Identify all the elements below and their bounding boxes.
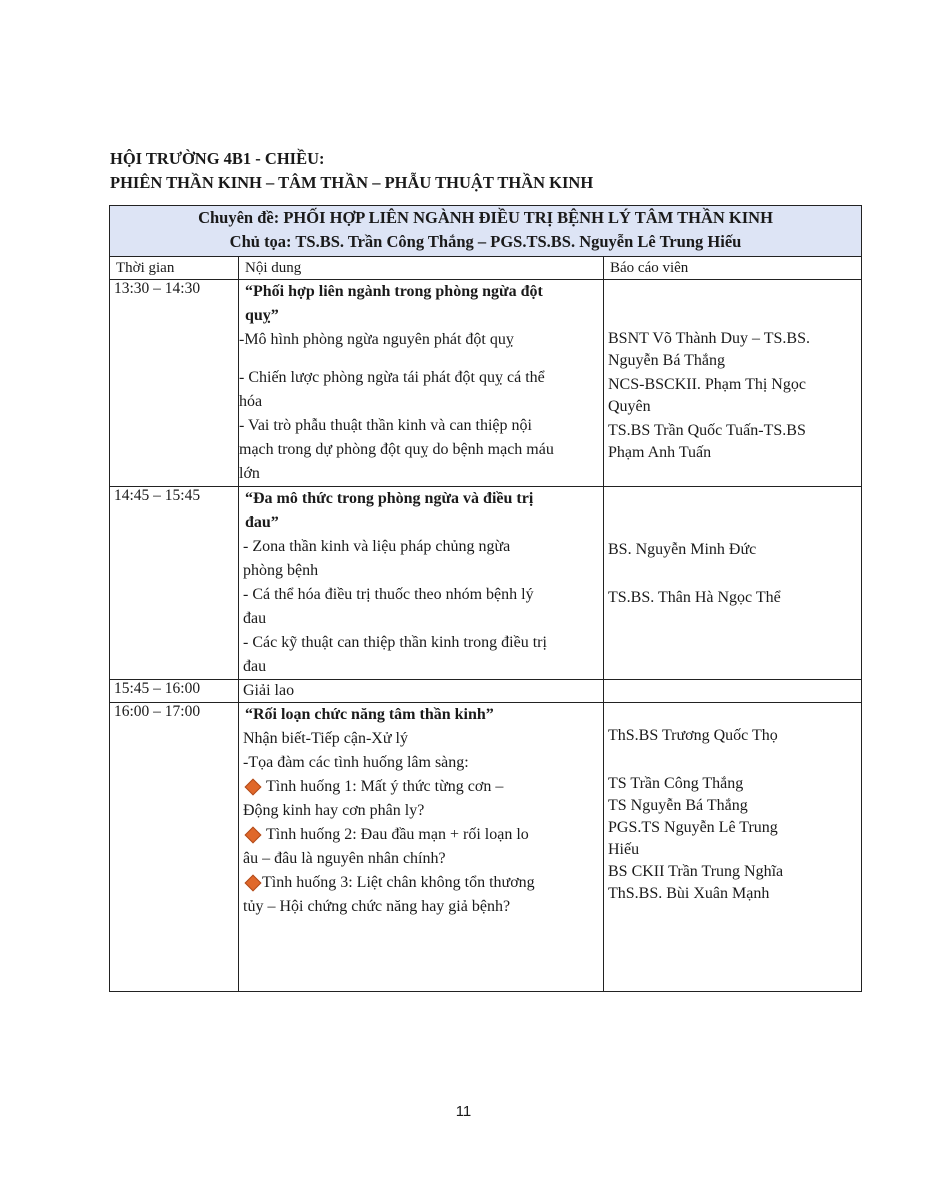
- speaker-cell: [604, 487, 862, 680]
- talk-title-cont: quỵ”: [245, 307, 279, 324]
- table-row: [110, 280, 862, 487]
- content-item-cont: phòng bệnh: [243, 562, 319, 579]
- speaker-cell: [604, 680, 862, 703]
- schedule-table: [109, 205, 862, 992]
- speaker-name: PGS.TS Nguyễn Lê Trung: [608, 819, 778, 836]
- diamond-bullet-icon: [245, 778, 262, 795]
- speaker-name: TS Trần Công Thắng: [608, 775, 744, 792]
- content-item-cont: mạch trong dự phòng đột quỵ do bệnh mạch máu: [239, 441, 554, 458]
- topic-title: Chuyên đề: PHỐI HỢP LIÊN NGÀNH ĐIỀU TRỊ BỆNH LÝ TÂM THẦN KINH: [198, 208, 773, 227]
- case-item: Tình huống 2: Đau đầu mạn + rối loạn lo: [266, 826, 529, 843]
- content-cell: [239, 703, 604, 992]
- speaker-name-cont: Phạm Anh Tuấn: [608, 444, 712, 461]
- content-item: - Zona thần kinh và liệu pháp chủng ngừa: [243, 538, 511, 555]
- time-cell: 13:30 – 14:30: [110, 280, 239, 487]
- col-header-speaker: Báo cáo viên: [604, 257, 862, 280]
- case-item-cont: âu – đâu là nguyên nhân chính?: [243, 850, 446, 867]
- content-item: -Tọa đàm các tình huống lâm sàng:: [243, 754, 469, 771]
- time-cell: 14:45 – 15:45: [110, 487, 239, 680]
- speaker-name: TS Nguyễn Bá Thắng: [608, 797, 748, 814]
- topic-row: [110, 206, 862, 257]
- table-row: [110, 703, 862, 992]
- speaker-name: TS.BS Trần Quốc Tuấn-TS.BS: [608, 422, 806, 439]
- content-item: - Vai trò phẫu thuật thần kinh và can thiệp nội: [239, 417, 532, 434]
- chair-line: Chủ tọa: TS.BS. Trần Công Thắng – PGS.TS.BS. Nguyễn Lê Trung Hiếu: [229, 232, 742, 251]
- column-header-row: [110, 257, 862, 280]
- content-subtitle: Nhận biết-Tiếp cận-Xử lý: [243, 730, 408, 747]
- content-item: - Các kỹ thuật can thiệp thần kinh trong điều trị: [243, 634, 547, 651]
- case-item: Tình huống 3: Liệt chân không tổn thương: [262, 874, 535, 891]
- speaker-name: NCS-BSCKII. Phạm Thị Ngọc: [608, 376, 806, 393]
- hall-title: HỘI TRƯỜNG 4B1 - CHIỀU:: [110, 149, 325, 168]
- speaker-name-cont: Hiếu: [608, 841, 640, 858]
- case-item-cont: tủy – Hội chứng chức năng hay giả bệnh?: [243, 898, 511, 915]
- content-item: -Mô hình phòng ngừa nguyên phát đột quỵ: [239, 331, 514, 348]
- talk-title: “Rối loạn chức năng tâm thần kinh”: [245, 706, 494, 723]
- time-cell: 16:00 – 17:00: [110, 703, 239, 992]
- speaker-cell: [604, 280, 862, 487]
- content-item: - Chiến lược phòng ngừa tái phát đột quỵ cá thể: [239, 369, 545, 386]
- speaker-name: BSNT Võ Thành Duy – TS.BS.: [608, 330, 810, 347]
- table-row: [110, 680, 862, 703]
- session-title: PHIÊN THẦN KINH – TÂM THẦN – PHẪU THUẬT THẦN KINH: [110, 173, 594, 192]
- case-item: Tình huống 1: Mất ý thức từng cơn –: [266, 778, 504, 795]
- case-item-cont: Động kinh hay cơn phân ly?: [243, 802, 425, 819]
- content-item-cont: đau: [243, 658, 267, 675]
- table-row: [110, 487, 862, 680]
- speaker-name-cont: Quyên: [608, 398, 651, 415]
- session-heading: [110, 147, 593, 195]
- speaker-name: BS. Nguyễn Minh Đức: [608, 541, 757, 558]
- diamond-bullet-icon: [245, 826, 262, 843]
- content-item: - Cá thể hóa điều trị thuốc theo nhóm bệnh lý: [243, 586, 534, 603]
- content-cell: Giải lao: [239, 680, 604, 703]
- speaker-name: ThS.BS Trương Quốc Thọ: [608, 727, 778, 744]
- speaker-name: ThS.BS. Bùi Xuân Mạnh: [608, 885, 770, 902]
- talk-title: “Phối hợp liên ngành trong phòng ngừa đột: [245, 283, 543, 300]
- content-item-cont: đau: [243, 610, 267, 627]
- col-header-time: Thời gian: [110, 257, 239, 280]
- speaker-name: BS CKII Trần Trung Nghĩa: [608, 863, 784, 880]
- content-item-cont: lớn: [239, 465, 260, 482]
- diamond-bullet-icon: [245, 874, 262, 891]
- topic-header-cell: [110, 206, 862, 257]
- speaker-name-cont: Nguyễn Bá Thắng: [608, 352, 726, 369]
- col-header-content: Nội dung: [239, 257, 604, 280]
- time-cell: 15:45 – 16:00: [110, 680, 239, 703]
- speaker-name: TS.BS. Thân Hà Ngọc Thể: [608, 589, 781, 606]
- content-cell: [239, 280, 604, 487]
- talk-title: “Đa mô thức trong phòng ngừa và điều trị: [245, 490, 534, 507]
- page-number: 11: [455, 1103, 472, 1120]
- talk-title-cont: đau”: [245, 514, 279, 531]
- content-cell: [239, 487, 604, 680]
- content-item-cont: hóa: [239, 393, 263, 410]
- speaker-cell: [604, 703, 862, 992]
